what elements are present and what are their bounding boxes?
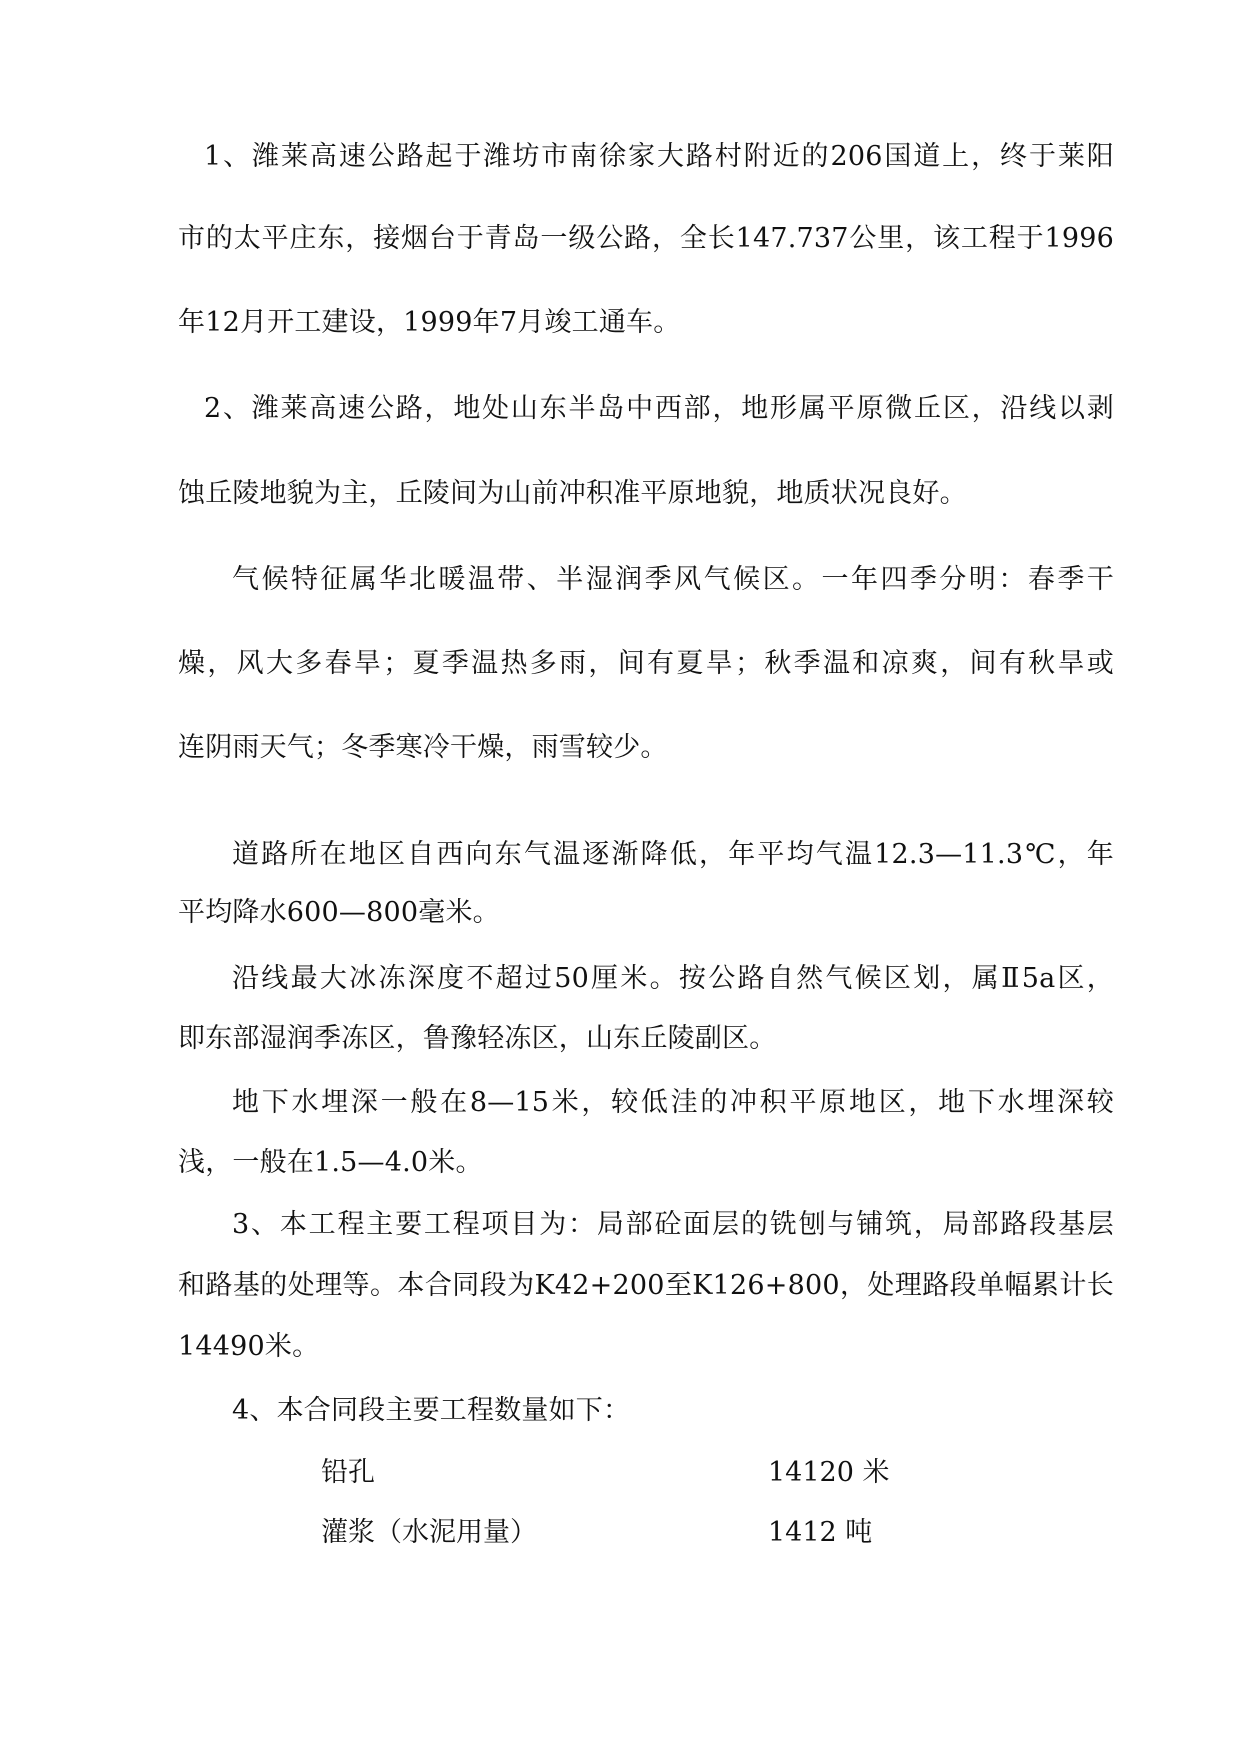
climate-line1: 气候特征属华北暖温带、半湿润季风气候区。一年四季分明：春季干 [232, 564, 1114, 595]
quantity-item-name: 灌浆（水泥用量） [321, 1517, 537, 1548]
section2-line2: 蚀丘陵地貌为主，丘陵间为山前冲积准平原地貌，地质状况良好。 [178, 478, 967, 509]
section1-line1: 1、潍莱高速公路起于潍坊市南徐家大路村附近的206国道上，终于莱阳 [204, 141, 1114, 172]
frost-line1: 沿线最大冰冻深度不超过50厘米。按公路自然气候区划，属Ⅱ5a区， [232, 963, 1114, 994]
quantity-item-value: 1412 吨 [768, 1517, 873, 1548]
section3-line1: 3、本工程主要工程项目为：局部砼面层的铣刨与铺筑，局部路段基层 [232, 1209, 1114, 1240]
section1-line2: 市的太平庄东，接烟台于青岛一级公路，全长147.737公里，该工程于1996 [178, 223, 1114, 254]
section2-line1: 2、潍莱高速公路，地处山东半岛中西部，地形属平原微丘区，沿线以剥 [204, 393, 1114, 424]
frost-line2: 即东部湿润季冻区，鲁豫轻冻区，山东丘陵副区。 [178, 1023, 777, 1054]
section3-line3: 14490米。 [178, 1331, 320, 1362]
section4-heading: 4、本合同段主要工程数量如下： [232, 1395, 631, 1426]
groundwater-line1: 地下水埋深一般在8—15米，较低洼的冲积平原地区，地下水埋深较 [232, 1087, 1114, 1118]
climate-line2: 燥，风大多春旱；夏季温热多雨，间有夏旱；秋季温和凉爽，间有秋旱或 [178, 648, 1114, 679]
climate-line3: 连阴雨天气；冬季寒冷干燥，雨雪较少。 [178, 732, 668, 763]
temperature-line1: 道路所在地区自西向东气温逐渐降低，年平均气温12.3—11.3℃，年 [232, 839, 1114, 870]
quantity-item-value: 14120 米 [768, 1457, 890, 1488]
section3-line2: 和路基的处理等。本合同段为K42+200至K126+800，处理路段单幅累计长 [178, 1270, 1114, 1301]
section1-line3: 年12月开工建设，1999年7月竣工通车。 [178, 307, 681, 338]
groundwater-line2: 浅，一般在1.5—4.0米。 [178, 1147, 483, 1178]
temperature-line2: 平均降水600—800毫米。 [178, 897, 500, 928]
quantity-item-name: 铅孔 [321, 1457, 375, 1488]
